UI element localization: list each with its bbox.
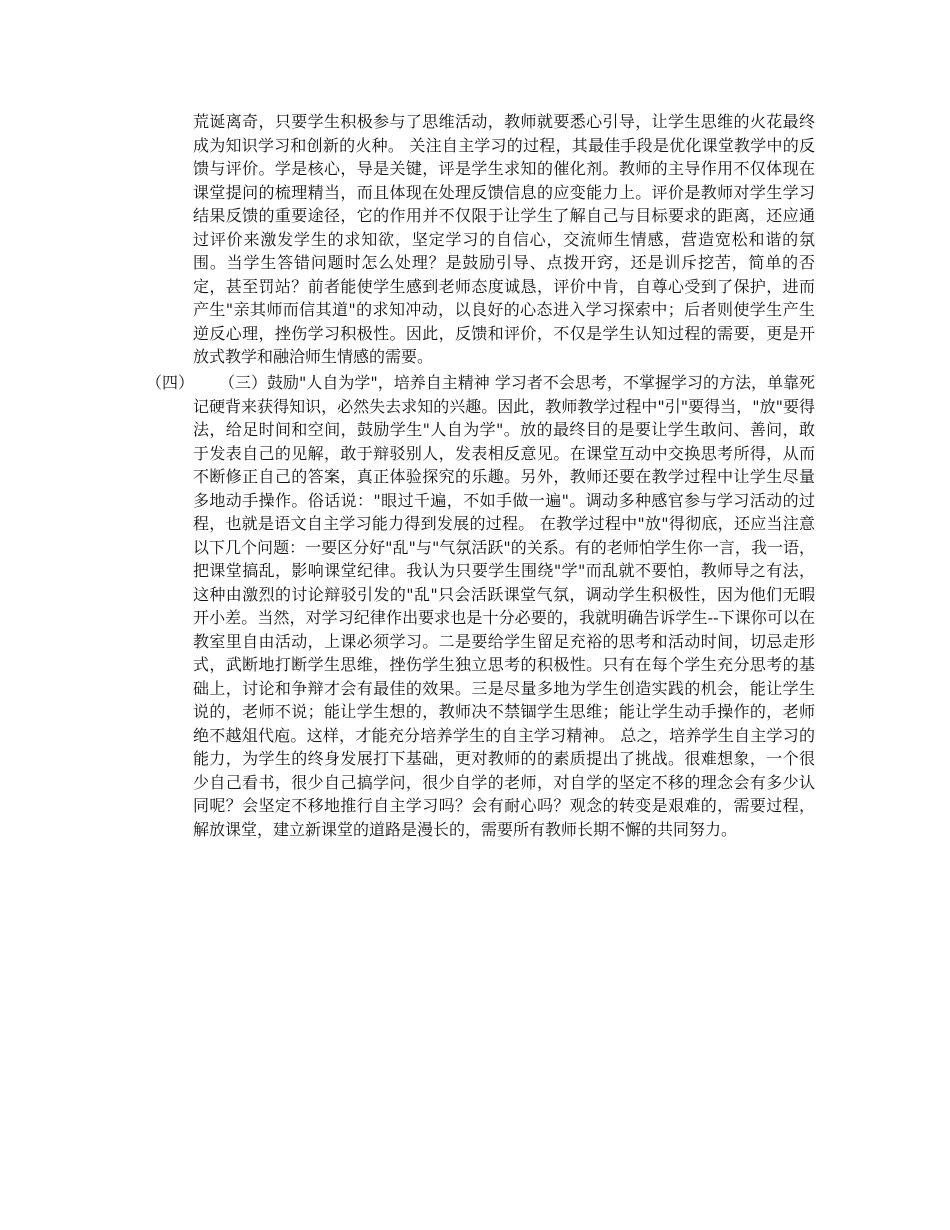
body-paragraph-2	[193, 371, 815, 841]
section-marker: （四）	[146, 373, 195, 392]
body-paragraph-2-text: （三）鼓励"人自为学"，培养自主精神 学习者不会思考，不掌握学习的方法，单靠死记硬背来获得知识，必然失去求知的兴趣。因此，教师教学过程中"引"要得当，"放"要得法，给足时间和空间，鼓励学生"人自为学"。放的最终目的是要让学生敢问、善问，敢于发表自己的见解，敢于辩驳别人，发表相反意见。在课堂互动中交换思考所得，从而不断修正自己的答案，真正体验探究的乐趣。另外，教师还要在教学过程中让学生尽量多地动手操作。俗话说："眼过千遍，不如手做一遍"。调动多种感官参与学习活动的过程，也就是语文自主学习能力得到发展的过程。 在教学过程中"放"得彻底，还应当注意以下几个问题：一要区分好"乱"与"气氛活跃"的关系。有的老师怕学生你一言，我一语，把课堂搞乱，影响课堂纪律。我认为只要学生围绕"学"而乱就不要怕，教师导之有法，这种由激烈的讨论辩驳引发的"乱"只会活跃课堂气氛，调动学生积极性，因为他们无暇开小差。当然，对学习纪律作出要求也是十分必要的，我就明确告诉学生--下课你可以在教室里自由活动，上课必须学习。二是要给学生留足充裕的思考和活动时间，切忌走形式，武断地打断学生思维，挫伤学生独立思考的积极性。只有在每个学生充分思考的基础上，讨论和争辩才会有最佳的效果。三是尽量多地为学生创造实践的机会，能让学生说的，老师不说；能让学生想的，教师决不禁锢学生思维；能让学生动手操作的，老师绝不越俎代庖。这样，才能充分培养学生的自主学习精神。 总之，培养学生自主学习的能力，为学生的终身发展打下基础，更对教师的的素质提出了挑战。很难想象，一个很少自己看书，很少自己搞学问，很少自学的老师，对自学的坚定不移的理念会有多少认同呢？会坚定不移地推行自主学习吗？会有耐心吗？观念的转变是艰难的，需要过程，解放课堂，建立新课堂的道路是漫长的，需要所有教师长期不懈的共同努力。	[193, 373, 815, 839]
body-paragraph-1: 荒诞离奇，只要学生积极参与了思维活动，教师就要悉心引导，让学生思维的火花最终成为知识学习和创新的火种。 关注自主学习的过程，其最佳手段是优化课堂教学中的反馈与评价。学是核心，导是关键，评是学生求知的催化剂。教师的主导作用不仅体现在课堂提问的梳理精当，而且体现在处理反馈信息的应变能力上。评价是教师对学生学习结果反馈的重要途径，它的作用并不仅限于让学生了解自己与目标要求的距离，还应通过评价来激发学生的求知欲，坚定学习的自信心，交流师生情感，营造宽松和谐的氛围。当学生答错问题时怎么处理？是鼓励引导、点拨开窍，还是训斥挖苦，简单的否定，甚至罚站？前者能使学生感到老师态度诚恳，评价中肯，自尊心受到了保护，进而产生"亲其师而信其道"的求知冲动，以良好的心态进入学习探索中；后者则使学生产生逆反心理，挫伤学习积极性。因此，反馈和评价，不仅是学生认知过程的需要，更是开放式教学和融洽师生情感的需要。	[193, 112, 815, 366]
